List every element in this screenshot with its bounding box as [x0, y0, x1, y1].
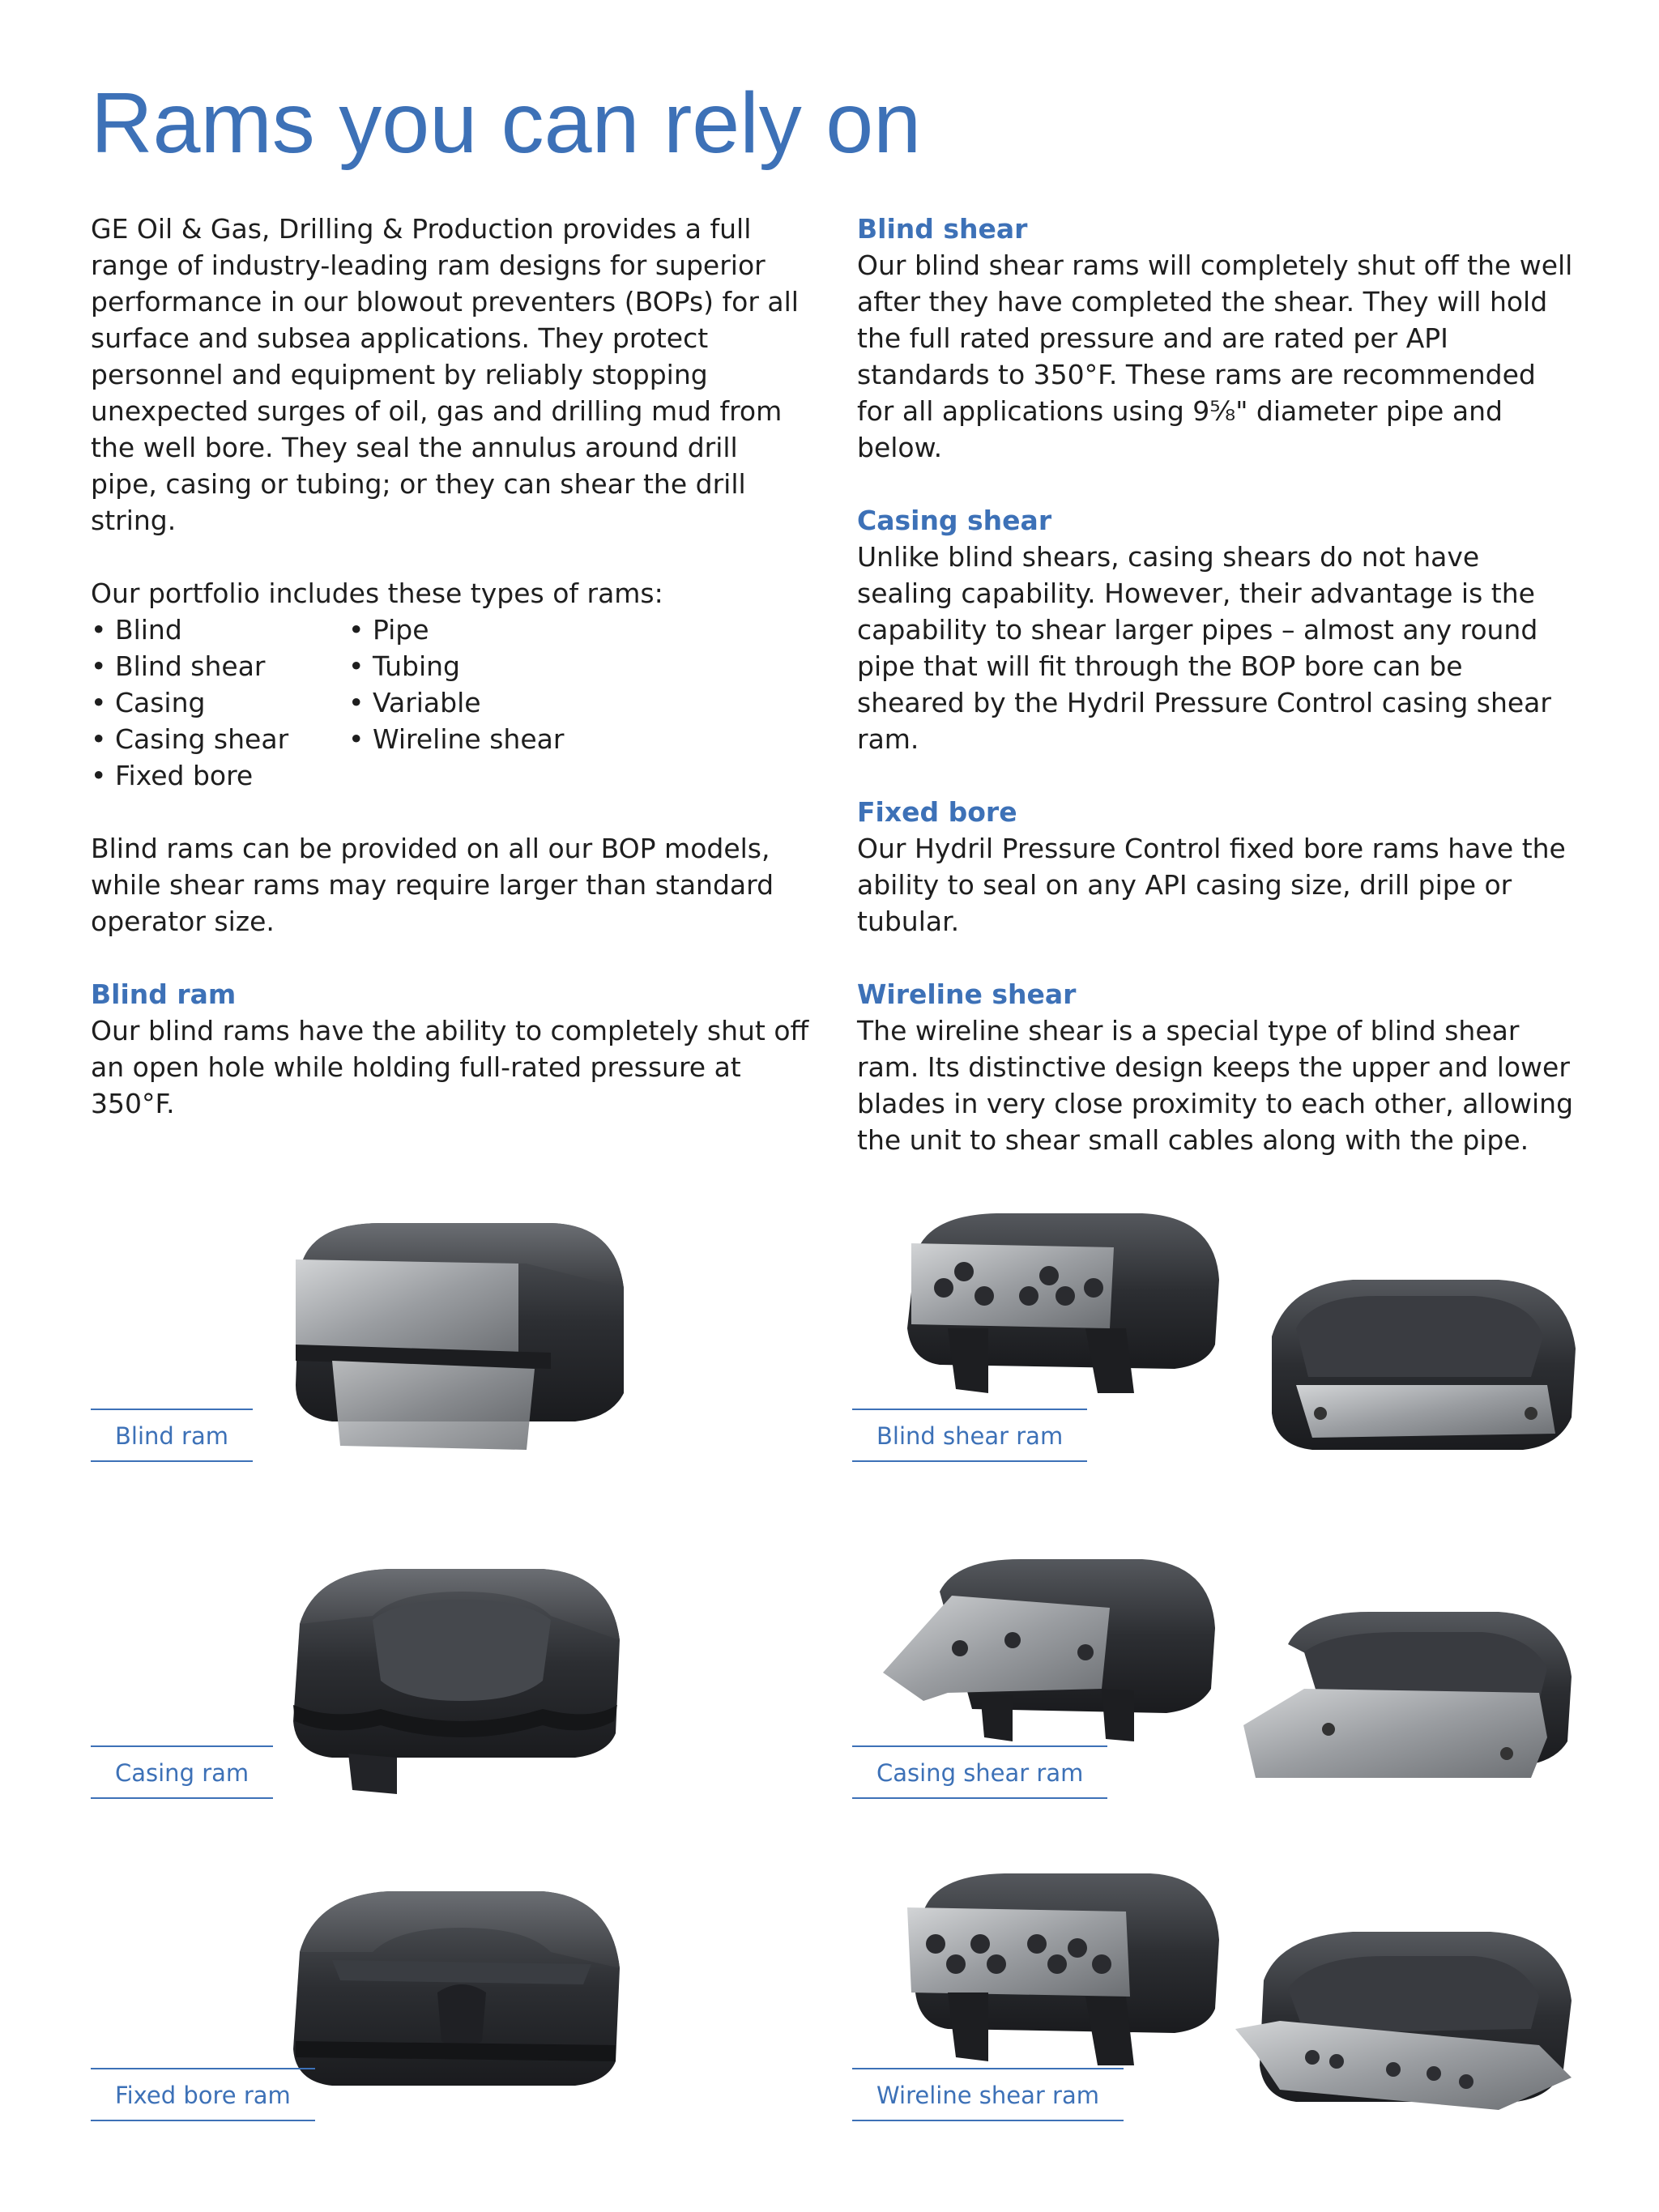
list-item: • Blind shear — [91, 650, 266, 682]
fixed-bore-heading: Fixed bore — [857, 796, 1017, 828]
casing-shear-ram-lower-image — [1239, 1604, 1580, 1798]
casing-shear-paragraph: Unlike blind shears, casing shears do not have sealing capability. However, their advantage is the capability to shear larger pipes – almost any round pipe that will fit through the BOP bore can be sheared by the Hydril Pressure Control casing shear ram. — [857, 541, 1551, 755]
list-item: • Variable — [348, 687, 481, 718]
casing-shear-heading: Casing shear — [857, 505, 1052, 536]
list-item: • Casing — [91, 687, 206, 718]
wireline-shear-ram-lower-image — [1231, 1924, 1580, 2126]
blind-shear-heading: Blind shear — [857, 213, 1028, 245]
wireline-shear-ram-caption: Wireline shear ram — [852, 2068, 1124, 2121]
blind-ram-image — [284, 1215, 632, 1458]
list-item: • Wireline shear — [348, 723, 565, 755]
list-item: • Casing shear — [91, 723, 289, 755]
blind-shear-paragraph: Our blind shear rams will completely shut off the well after they have completed the shear. They will hold the full rated pressure and are rated per API standards to 350°F. These rams are recommended for all applications using 9⅝" diameter pipe and below. — [857, 249, 1573, 463]
page-title: Rams you can rely on — [91, 75, 922, 171]
wireline-shear-paragraph: The wireline shear is a special type of blind shear ram. Its distinctive design keeps the upper and lower blades in very close proximity to each other, allowing the unit to shear small cables along with the pipe. — [857, 1015, 1574, 1156]
wireline-shear-heading: Wireline shear — [857, 978, 1077, 1010]
casing-ram-image — [284, 1559, 632, 1802]
fixed-bore-paragraph: Our Hydril Pressure Control fixed bore rams have the ability to seal on any API casing size, drill pipe or tubular. — [857, 833, 1566, 937]
casing-ram-caption: Casing ram — [91, 1745, 273, 1799]
intro-paragraph: GE Oil & Gas, Drilling & Production provides a full range of industry-leading ram designs for superior performance in our blowout preventers (BOPs) for all surface and subsea applications. They protect personnel and equipment by reliably stopping unexpected surges of oil, gas and drilling mud from the well bore. They seal the annulus around drill pipe, casing or tubing; or they can shear the drill string. — [91, 213, 799, 536]
blind-models-paragraph: Blind rams can be provided on all our BOP models, while shear rams may require larger than standard operator size. — [91, 833, 774, 937]
portfolio-intro: Our portfolio includes these types of rams: — [91, 578, 663, 609]
blind-ram-paragraph: Our blind rams have the ability to completely shut off an open hole while holding full-rated pressure at 350°F. — [91, 1015, 809, 1119]
wireline-shear-ram-upper-image — [899, 1867, 1223, 2078]
right-column — [857, 211, 1578, 1158]
ram-type-list — [91, 612, 812, 794]
fixed-bore-ram-image — [284, 1879, 632, 2122]
list-item: • Tubing — [348, 650, 460, 682]
fixed-bore-ram-caption: Fixed bore ram — [91, 2068, 315, 2121]
blind-shear-ram-upper-image — [899, 1207, 1223, 1409]
blind-shear-ram-caption: Blind shear ram — [852, 1409, 1087, 1462]
list-item: • Pipe — [348, 614, 429, 646]
left-column — [91, 211, 812, 1122]
blind-shear-ram-lower-image — [1264, 1272, 1580, 1474]
blind-ram-heading: Blind ram — [91, 978, 237, 1010]
list-item: • Blind — [91, 614, 182, 646]
casing-shear-ram-upper-image — [875, 1551, 1223, 1754]
blind-ram-caption: Blind ram — [91, 1409, 253, 1462]
casing-shear-ram-caption: Casing shear ram — [852, 1745, 1107, 1799]
list-item: • Fixed bore — [91, 760, 254, 791]
